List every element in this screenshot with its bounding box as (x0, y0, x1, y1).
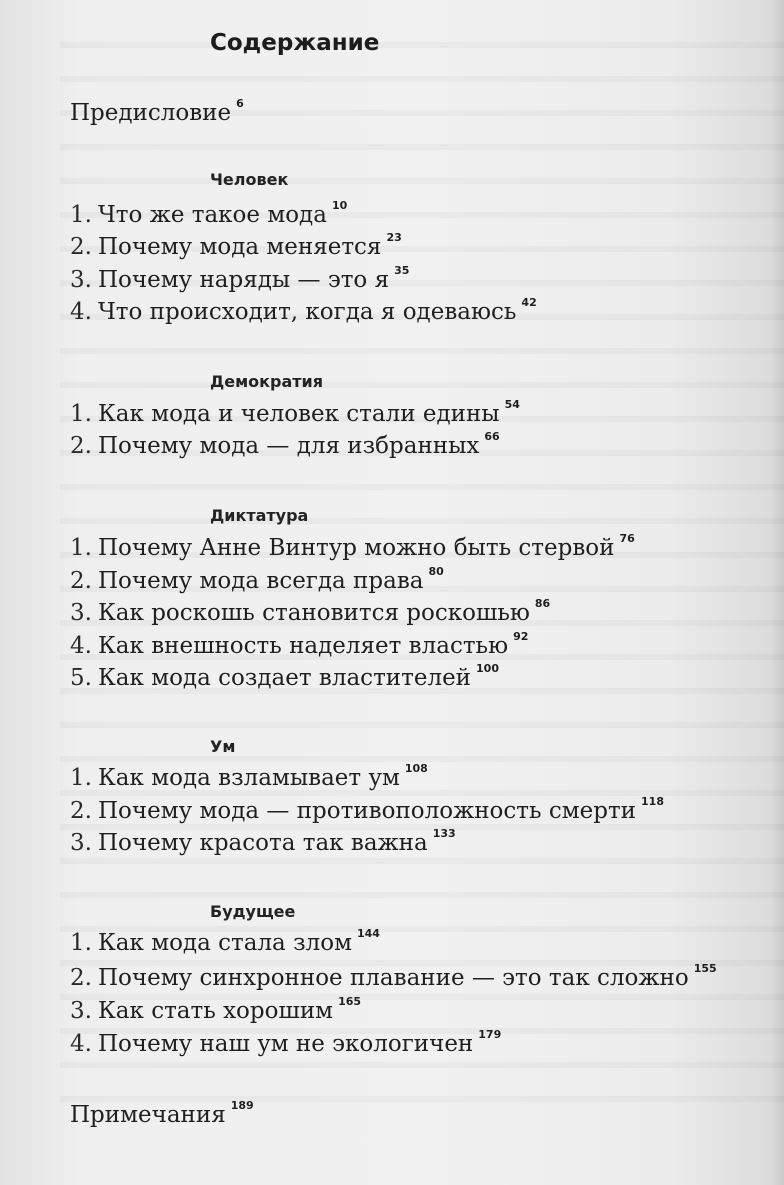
toc-entry (70, 962, 717, 991)
entry-number: 3. (70, 267, 92, 293)
entry-page: 133 (432, 827, 456, 840)
entry-page: 108 (404, 762, 428, 775)
entry-label: Почему мода всегда права (98, 568, 424, 594)
toc-entry (70, 662, 499, 691)
entry-label: Как мода создает властителей (98, 665, 472, 691)
entry-label: Примечания (70, 1102, 226, 1128)
entry-number: 4. (70, 299, 92, 325)
entry-number: 4. (70, 633, 92, 659)
entry-label: Как мода взламывает ум (98, 765, 400, 791)
entry-number: 2. (70, 965, 92, 991)
entry-page: 76 (619, 532, 635, 545)
entry-number: 2. (70, 568, 92, 594)
entry-page: 118 (641, 795, 664, 808)
toc-entry (70, 630, 528, 659)
entry-page: 10 (331, 199, 348, 212)
entry-label: Почему мода — для избранных (98, 433, 480, 459)
entry-page: 42 (521, 296, 537, 309)
entry-label: Предисловие (70, 100, 232, 126)
entry-label: Как мода стала злом (98, 930, 352, 956)
entry-page: 92 (513, 630, 529, 643)
section-heading: Будущее (210, 902, 296, 921)
section-heading: Ум (210, 737, 236, 756)
entry-label: Почему мода — противоположность смерти (98, 798, 637, 824)
toc-entry (70, 430, 500, 459)
entry-label: Как внешность наделяет властью (98, 633, 509, 659)
toc-entry-notes (70, 1099, 254, 1128)
toc-entry (70, 532, 635, 561)
entry-label: Как роскошь становится роскошью (98, 600, 530, 626)
page-gutter-shadow (770, 0, 784, 1185)
entry-number: 1. (70, 535, 92, 561)
toc-entry (70, 995, 361, 1024)
toc-entry (70, 231, 402, 260)
toc-entry (70, 565, 444, 594)
entry-label: Почему мода меняется (98, 234, 382, 260)
section-heading: Демократия (210, 372, 324, 391)
entry-number: 1. (70, 930, 92, 956)
entry-number: 2. (70, 798, 92, 824)
entry-page: 179 (478, 1028, 502, 1041)
entry-label: Что происходит, когда я одеваюсь (98, 299, 517, 325)
entry-page: 66 (484, 430, 500, 443)
entry-label: Почему наряды — это я (98, 267, 390, 293)
entry-number: 2. (70, 433, 92, 459)
section-heading: Диктатура (210, 506, 309, 525)
entry-label: Что же такое мода (98, 202, 327, 228)
toc-entry (70, 1028, 501, 1057)
entry-page: 144 (356, 927, 380, 940)
toc-entry (70, 398, 520, 427)
entry-number: 3. (70, 830, 92, 856)
toc-entry (70, 597, 550, 626)
toc-entry (70, 827, 456, 856)
toc-entry (70, 296, 537, 325)
entry-label: Почему наш ум не экологичен (98, 1031, 474, 1057)
toc-entry (70, 795, 664, 824)
toc-entry (70, 762, 428, 791)
entry-page: 80 (428, 565, 444, 578)
entry-page: 189 (230, 1099, 254, 1112)
entry-label: Как стать хорошим (98, 998, 334, 1024)
entry-label: Почему красота так важна (98, 830, 428, 856)
entry-number: 1. (70, 202, 92, 228)
entry-page: 100 (476, 662, 499, 675)
section-heading: Человек (210, 170, 289, 189)
entry-page: 23 (386, 231, 402, 244)
entry-label: Как мода и человек стали едины (98, 401, 500, 427)
entry-page: 54 (504, 398, 520, 411)
entry-page: 35 (394, 264, 410, 277)
entry-page: 165 (338, 995, 362, 1008)
entry-page: 6 (236, 97, 244, 110)
entry-number: 2. (70, 234, 92, 260)
toc-entry (70, 199, 347, 228)
entry-page: 86 (534, 597, 551, 610)
entry-number: 1. (70, 401, 92, 427)
entry-number: 4. (70, 1031, 92, 1057)
toc-entry (70, 264, 409, 293)
entry-label: Почему Анне Винтур можно быть стервой (98, 535, 615, 561)
entry-number: 1. (70, 765, 92, 791)
toc-title: Содержание (210, 30, 380, 56)
entry-label: Почему синхронное плавание — это так сложно (98, 965, 689, 991)
toc-entry-preface (70, 97, 244, 126)
entry-page: 155 (693, 962, 717, 975)
entry-number: 5. (70, 665, 92, 691)
entry-number: 3. (70, 600, 92, 626)
toc-entry (70, 927, 380, 956)
entry-number: 3. (70, 998, 92, 1024)
